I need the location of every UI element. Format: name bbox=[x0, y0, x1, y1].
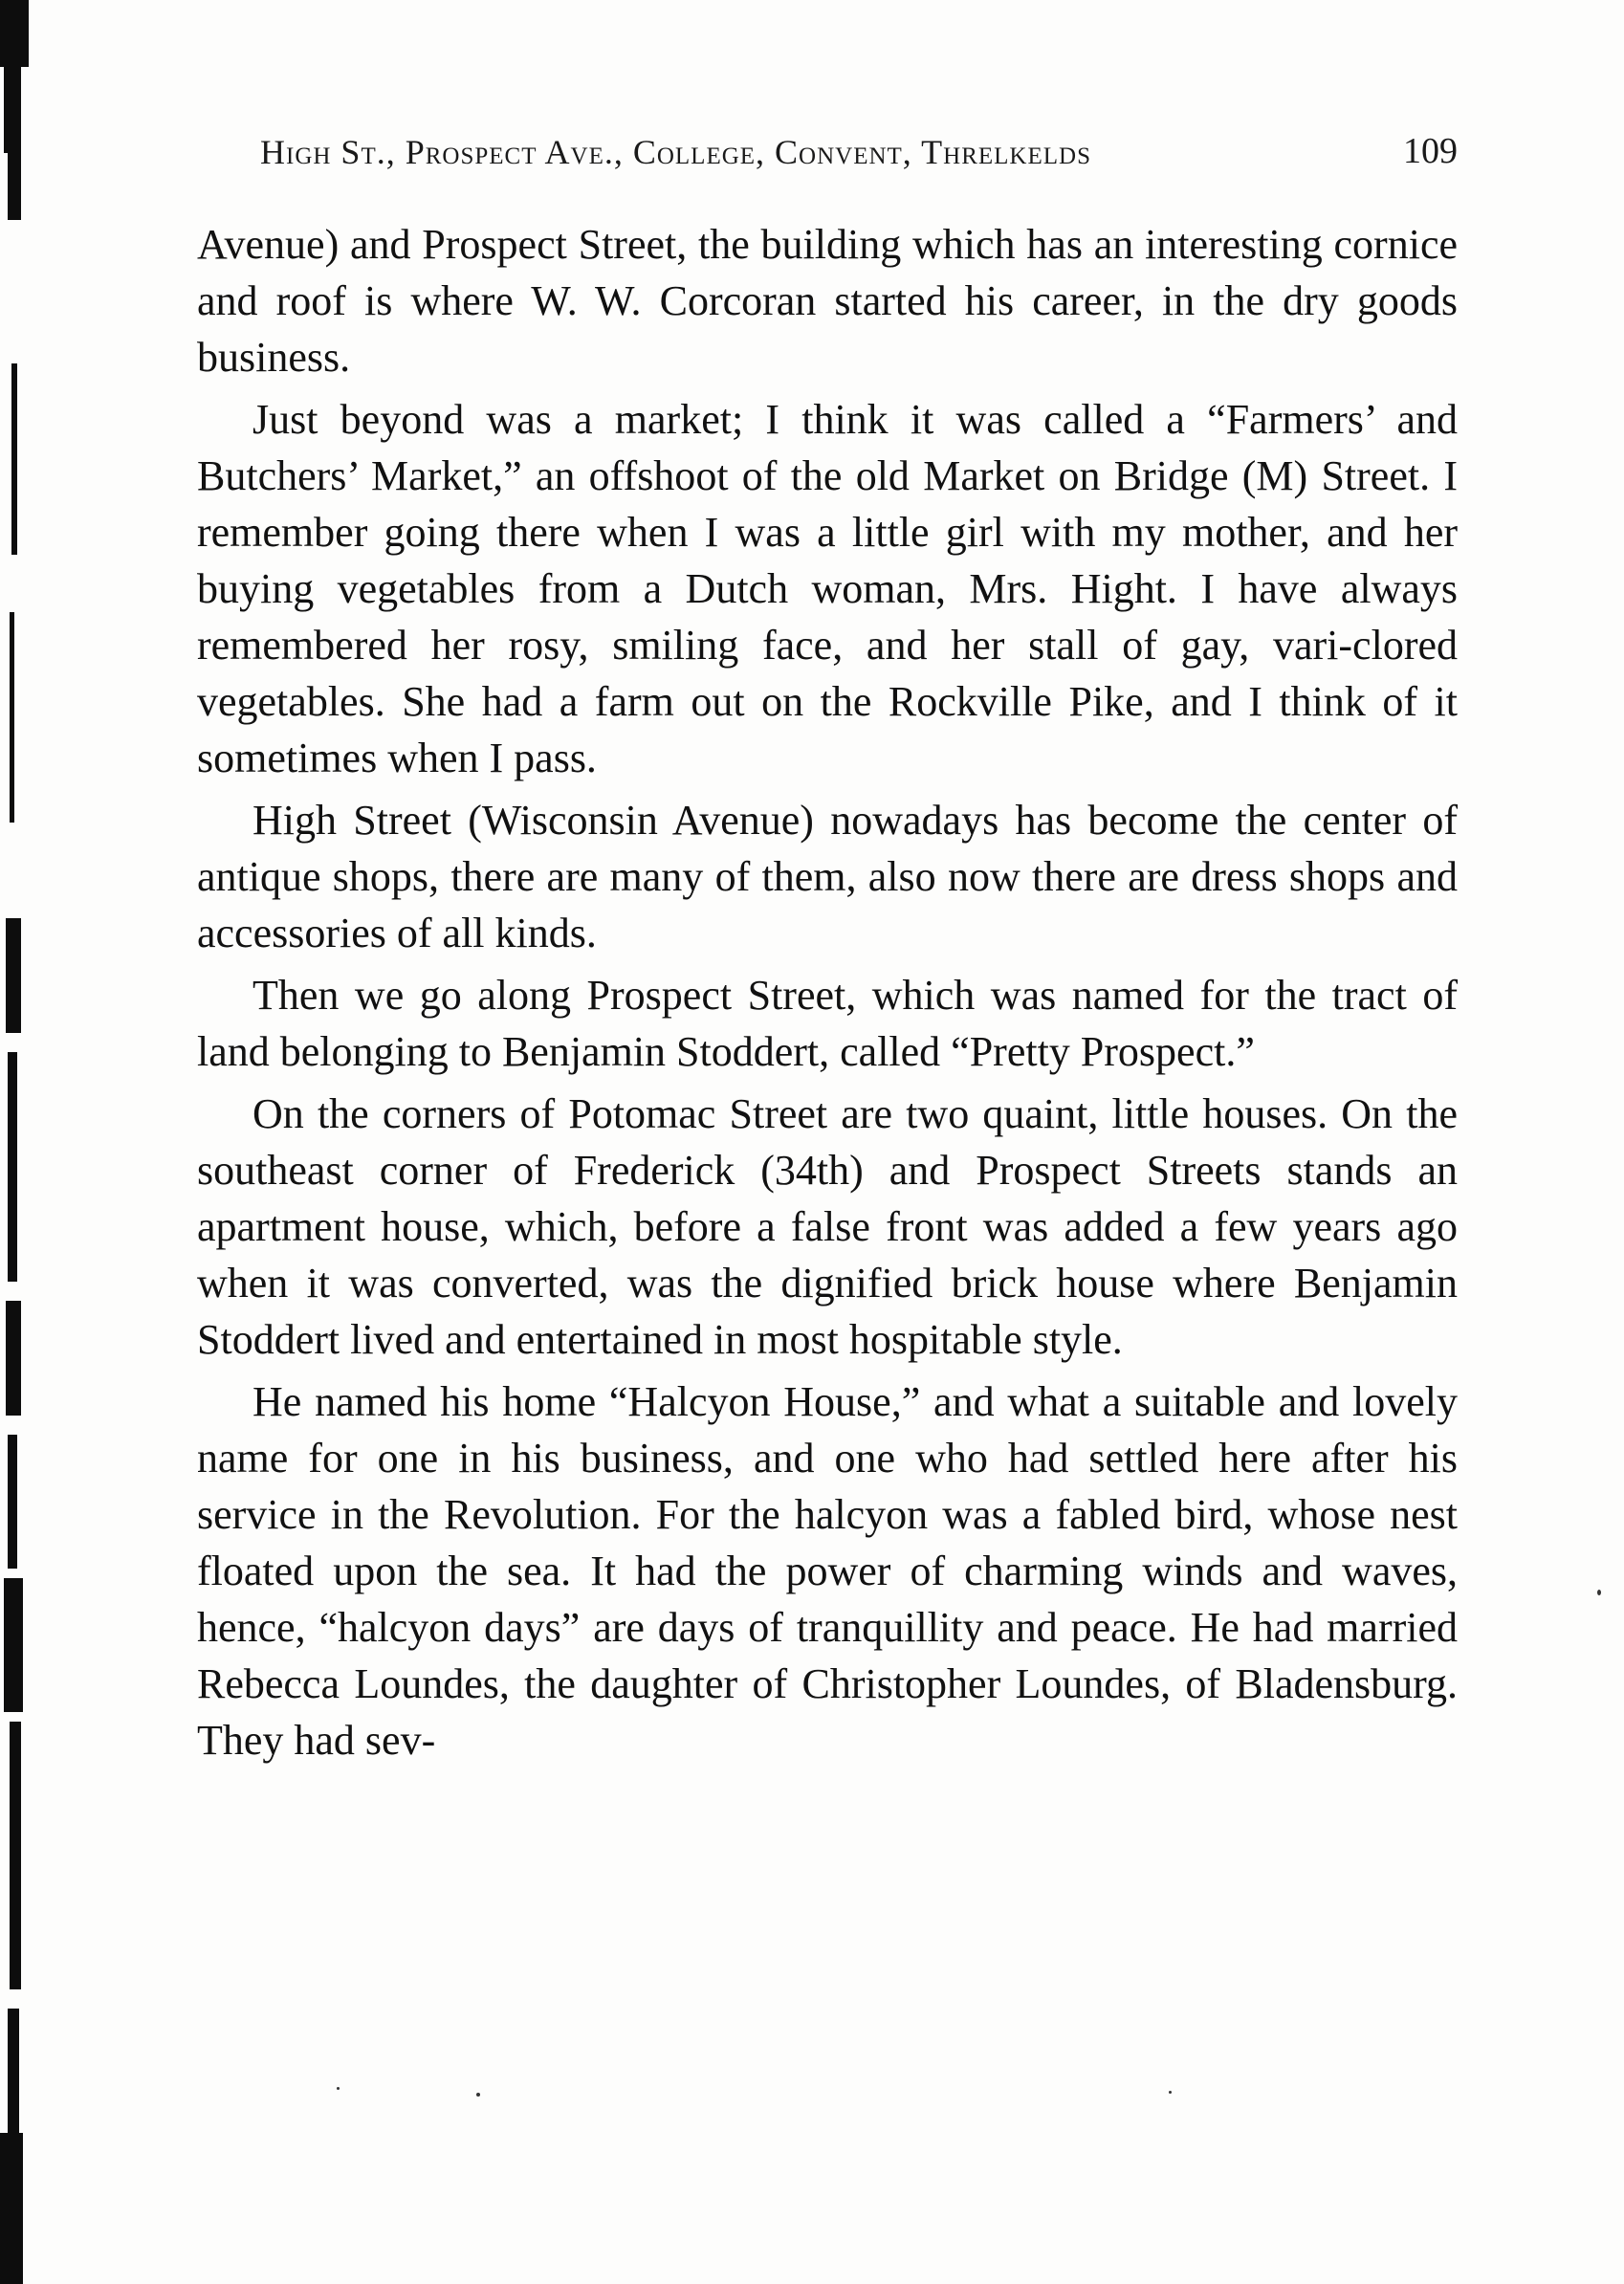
scan-speck bbox=[476, 2093, 480, 2097]
scan-speck bbox=[1169, 2091, 1172, 2094]
paragraph-3: High Street (Wisconsin Avenue) nowadays has become the center of antique shops, there are many of them, also now there are dress shops and accessories of all kinds. bbox=[197, 797, 1458, 956]
chapter-running-title: High St., Prospect Ave., College, Convent, Threlkelds bbox=[260, 133, 1091, 171]
body-text bbox=[197, 216, 1458, 1768]
scan-speck bbox=[1597, 1590, 1601, 1595]
paragraph-5: On the corners of Potomac Street are two quaint, little houses. On the southeast corner of Frederick (34th) and Prospect Streets stands an apartment house, which, before a false front was added a few years ago when it was converted, was the dignified brick house where Benjamin Stoddert lived and entertained in most hospitable style. bbox=[197, 1090, 1458, 1363]
page-number: 109 bbox=[1403, 131, 1458, 171]
scan-speck bbox=[337, 2087, 340, 2090]
paragraph-4: Then we go along Prospect Street, which was named for the tract of land belonging to Benjamin Stoddert, called “Pretty Prospect.” bbox=[197, 972, 1458, 1075]
paragraph-2: Just beyond was a market; I think it was called a “Farmers’ and Butchers’ Market,” an offshoot of the old Market on Bridge (M) Street. I remember going there when I was a little girl with my mother, and her buying vegetables from a Dutch woman, Mrs. Hight. I have always remembered her rosy, smiling face, and her stall of gay, vari-clored vegetables. She had a farm out on the Rockville Pike, and I think of it sometimes when I pass. bbox=[197, 396, 1458, 781]
paragraph-1: Avenue) and Prospect Street, the building which has an interesting cornice and roof is where W. W. Corcoran started his career, in the dry goods business. bbox=[197, 221, 1458, 381]
running-head bbox=[260, 132, 1458, 186]
paragraph-6: He named his home “Halcyon House,” and what a suitable and lovely name for one in his business, and one who had settled here after his service in the Revolution. For the halcyon was a fabled bird, whose nest floated upon the sea. It had the power of charming winds and waves, hence, “halcyon days” are days of tranquillity and peace. He had married Rebecca Loundes, the daughter of Christopher Loundes, of Bladensburg. They had sev- bbox=[197, 1378, 1458, 1764]
page-binding-edge bbox=[0, 0, 31, 2284]
